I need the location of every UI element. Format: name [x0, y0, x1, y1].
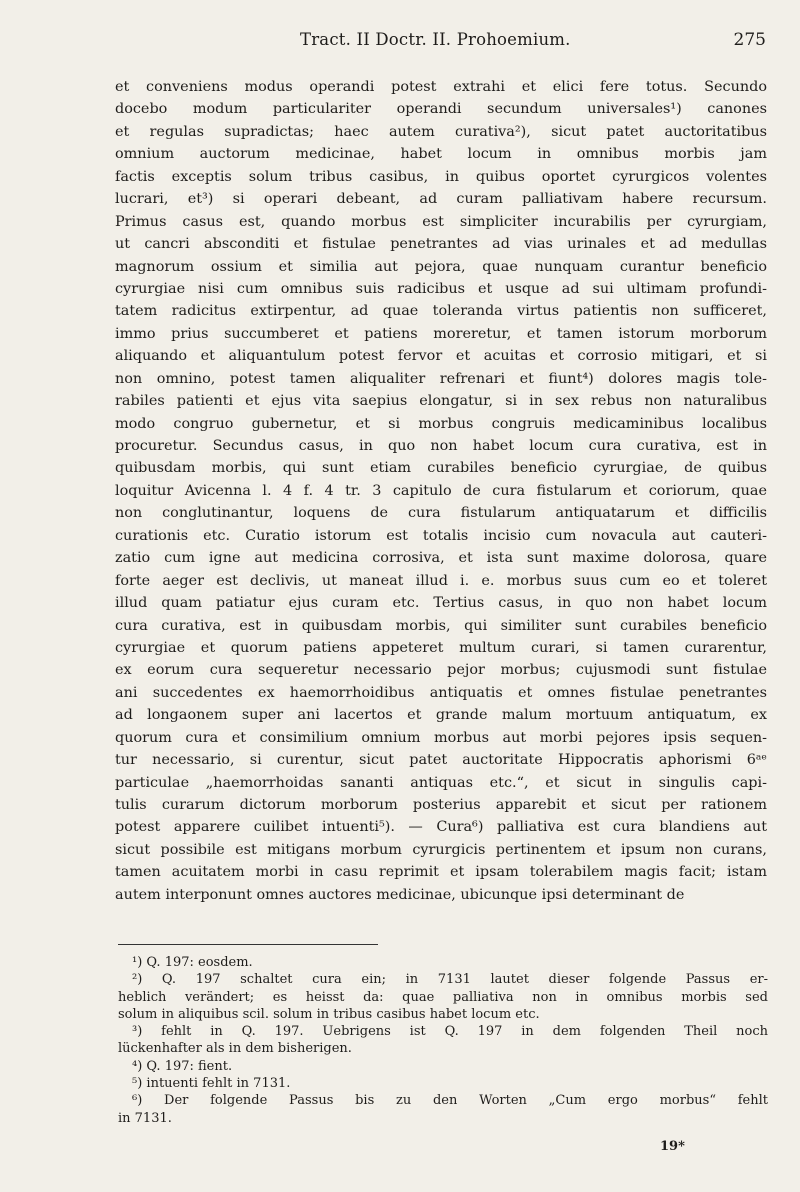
text-line: magnorum ossium et similia aut pejora, quae nunquam curantur beneficio	[115, 258, 767, 275]
text-line: autem interponunt omnes auctores medicinae, ubicunque ipsi determinant de	[115, 886, 685, 903]
signature-mark: 19*	[660, 1139, 685, 1154]
footnote-line: ⁴) Q. 197: fient.	[132, 1058, 233, 1074]
text-line: curationis etc. Curatio istorum est totalis incisio cum novacula aut cauteri-	[115, 527, 767, 544]
text-line: procuretur. Secundus casus, in quo non habet locum cura curativa, est in	[115, 438, 767, 454]
text-line: illud quam patiatur ejus curam etc. Tertius casus, in quo non habet locum	[115, 595, 767, 612]
footnote-line: heblich verändert; es heisst da: quae palliativa non in omnibus morbis sed	[118, 989, 768, 1005]
text-line: factis exceptis solum tribus casibus, in quibus oportet cyrurgicos volentes	[115, 168, 767, 185]
text-line: ad longaonem super ani lacertos et grande malum mortuum antiquatum, ex	[115, 707, 767, 724]
text-line: cyrurgiae nisi cum omnibus suis radicibus et usque ad sui ultimam profundi-	[115, 280, 767, 297]
footnote-line: ⁶) Der folgende Passus bis zu den Worten „Cum ergo morbus“ fehlt	[132, 1093, 768, 1109]
text-line: rabiles patienti et ejus vita saepius elongatur, si in sex rebus non naturalibus	[115, 393, 767, 410]
footnote-line: lückenhafter als in dem bisherigen.	[118, 1041, 352, 1057]
text-line: omnium auctorum medicinae, habet locum in omnibus morbis jam	[115, 146, 767, 163]
footnote-line: in 7131.	[118, 1110, 172, 1126]
text-line: potest apparere cuilibet intuenti⁵). — Cura⁶) palliativa est cura blandiens aut	[115, 819, 767, 836]
text-line: tamen acuitatem morbi in casu reprimit et ipsam tolerabilem magis facit; istam	[115, 864, 767, 881]
text-line: tatem radicitus extirpentur, ad quae toleranda virtus patientis non sufficeret,	[115, 303, 767, 320]
text-line: quorum cura et consimilium omnium morbus aut morbi pejores ipsis sequen-	[115, 729, 767, 746]
text-line: lucrari, et³) si operari debeant, ad curam palliativam habere recursum.	[115, 191, 767, 208]
page-number: 275	[733, 30, 766, 50]
footnote-line: ⁵) intuenti fehlt in 7131.	[132, 1076, 291, 1092]
text-line: cura curativa, est in quibusdam morbis, qui similiter sunt curabiles beneficio	[115, 617, 767, 634]
text-line: loquitur Avicenna l. 4 f. 4 tr. 3 capitulo de cura fistularum et coriorum, quae	[115, 482, 767, 499]
footnote-line: ²) Q. 197 schaltet cura ein; in 7131 lautet dieser folgende Passus er-	[132, 972, 768, 988]
running-header-title: Tract. II Doctr. II. Prohoemium.	[300, 30, 571, 49]
text-line: quibusdam morbis, qui sunt etiam curabiles beneficio cyrurgiae, de quibus	[115, 460, 767, 477]
text-line: non omnino, potest tamen aliqualiter refrenari et fiunt⁴) dolores magis tole-	[115, 370, 767, 387]
footnote-line: ³) fehlt in Q. 197. Uebrigens ist Q. 197 in dem folgenden Theil noch	[132, 1024, 768, 1040]
text-line: ani succedentes ex haemorrhoidibus antiquatis et omnes fistulae penetrantes	[115, 684, 767, 701]
text-line: aliquando et aliquantulum potest fervor et acuitas et corrosio mitigari, et si	[115, 348, 767, 365]
text-line: et conveniens modus operandi potest extrahi et elici fere totus. Secundo	[115, 79, 767, 95]
body-text	[115, 76, 767, 906]
text-line: forte aeger est declivis, ut maneat illud i. e. morbus suus cum eo et toleret	[115, 572, 767, 589]
text-line: tur necessario, si curentur, sicut patet auctoritate Hippocratis aphorismi 6ᵃᵉ	[115, 752, 767, 769]
text-line: immo prius succumberet et patiens moreretur, et tamen istorum morborum	[115, 325, 767, 342]
text-line: et regulas supradictas; haec autem curativa²), sicut patet auctoritatibus	[115, 123, 767, 140]
text-line: non conglutinantur, loquens de cura fistularum antiquatarum et difficilis	[115, 505, 767, 522]
footnote-divider	[118, 944, 378, 945]
text-line: tulis curarum dictorum morborum posterius apparebit et sicut per rationem	[115, 797, 767, 813]
text-line: particulae „haemorrhoidas sananti antiquas etc.“, et sicut in singulis capi-	[115, 774, 767, 791]
text-line: sicut possibile est mitigans morbum cyrurgicis pertinentem et ipsum non curans,	[115, 841, 767, 858]
text-line: ut cancri absconditi et fistulae penetrantes ad vias urinales et ad medullas	[115, 236, 767, 253]
text-line: docebo modum particulariter operandi secundum universales¹) canones	[115, 101, 767, 118]
text-line: zatio cum igne aut medicina corrosiva, et ista sunt maxime dolorosa, quare	[115, 550, 767, 567]
footnote-line: ¹) Q. 197: eosdem.	[132, 955, 253, 970]
footnotes	[118, 954, 768, 1127]
footnote-line: solum in aliquibus scil. solum in tribus casibus habet locum etc.	[118, 1006, 540, 1022]
text-line: modo congruo gubernetur, et si morbus congruis medicaminibus localibus	[115, 415, 767, 432]
text-line: Primus casus est, quando morbus est simpliciter incurabilis per cyrurgiam,	[115, 213, 767, 230]
text-line: ex eorum cura sequeretur necessario pejor morbus; cujusmodi sunt fistulae	[115, 662, 767, 679]
text-line: cyrurgiae et quorum patiens appeteret multum curari, si tamen curarentur,	[115, 639, 767, 656]
